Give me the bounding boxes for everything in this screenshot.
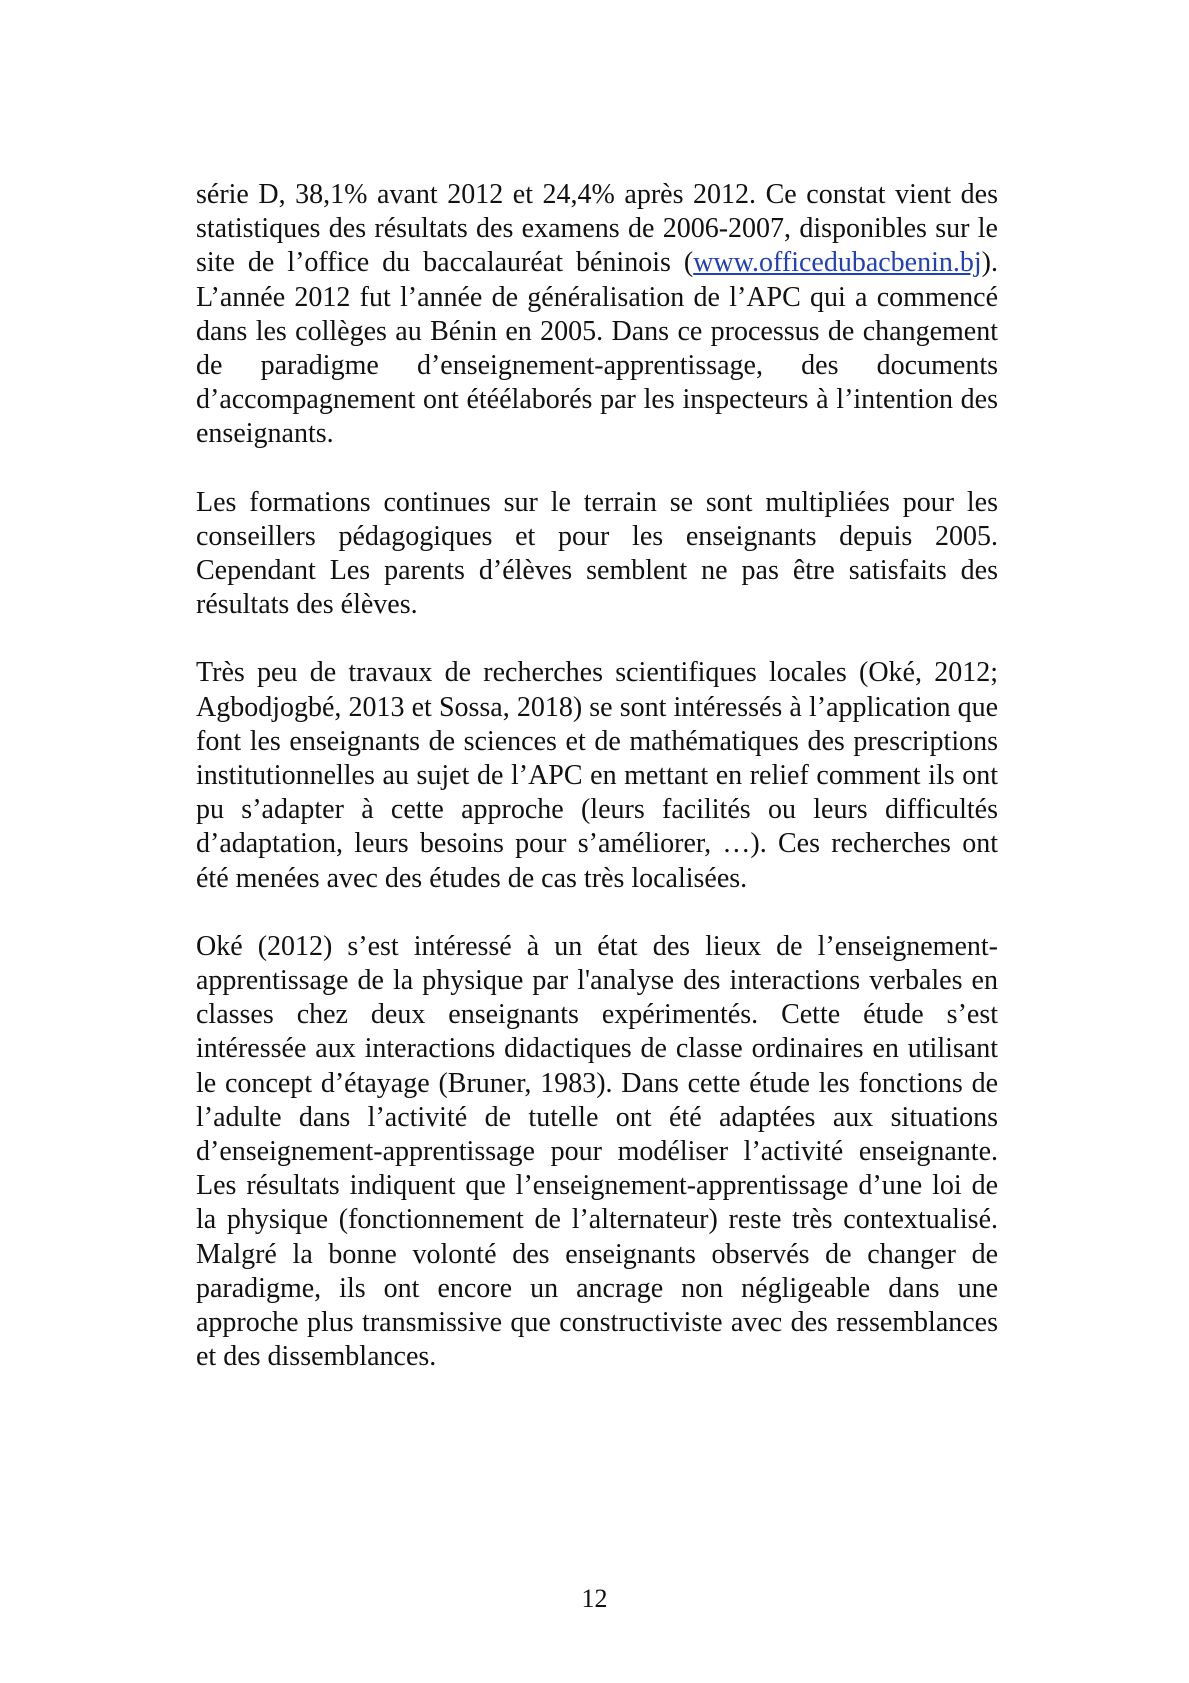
paragraph-3: Très peu de travaux de recherches scientifiques locales (Oké, 2012; Agbodjogbé, 2013 et Sossa, 2018) se sont intéressés à l’application que font les enseignants de sciences et de mathématiques des prescriptions institutionnelles au sujet de l’APC en mettant en relief comment ils ont pu s’adapter à cette approche (leurs facilités ou leurs difficultés d’adaptation, leurs besoins pour s’améliorer, …). Ces recherches ont été menées avec des études de cas très localisées. (196, 657, 998, 894)
paragraph-1-text-after-link: ). L’année 2012 fut l’année de généralisation de l’APC qui a commencé dans les collèges au Bénin en 2005. Dans ce processus de changement de paradigme d’enseignement-apprentissage, des documents d’accompagnement ont étéélaborés par les inspecteurs à l’intention des enseignants. (196, 247, 998, 450)
paragraph-1 (196, 178, 998, 452)
paragraph-4: Oké (2012) s’est intéressé à un état des lieux de l’enseignement- apprentissage de la physique par l'analyse des interactions verbales en classes chez deux enseignants expérimentés. Cette étude s’est intéressée aux interactions didactiques de classe ordinaires en utilisant le concept d’étayage (Bruner, 1983). Dans cette étude les fonctions de l’adulte dans l’activité de tutelle ont été adaptées aux situations d’enseignement-apprentissage pour modéliser l’activité enseignante. Les résultats indiquent que l’enseignement-apprentissage d’une loi de la physique (fonctionnement de l’alternateur) reste très contextualisé. Malgré la bonne volonté des enseignants observés de changer de paradigme, ils ont encore un ancrage non négligeable dans une approche plus transmissive que constructiviste avec des ressemblances et des dissemblances. (196, 930, 998, 1373)
page-number: 12 (581, 1584, 608, 1613)
body-text (196, 178, 998, 1409)
paragraph-1-text-before-link: série D, 38,1% avant 2012 et 24,4% après 2012. Ce constat vient des statistiques des résultats des examens de 2006-2007, disponibles sur le site de l’office du baccalauréat béninois ( (196, 179, 998, 279)
office-bac-link[interactable]: www.officedubacbenin.bj (693, 247, 982, 279)
paragraph-2: Les formations continues sur le terrain se sont multipliées pour les conseillers pédagogiques et pour les enseignants depuis 2005. Cependant Les parents d’élèves semblent ne pas être satisfaits des résultats des élèves. (196, 486, 998, 621)
